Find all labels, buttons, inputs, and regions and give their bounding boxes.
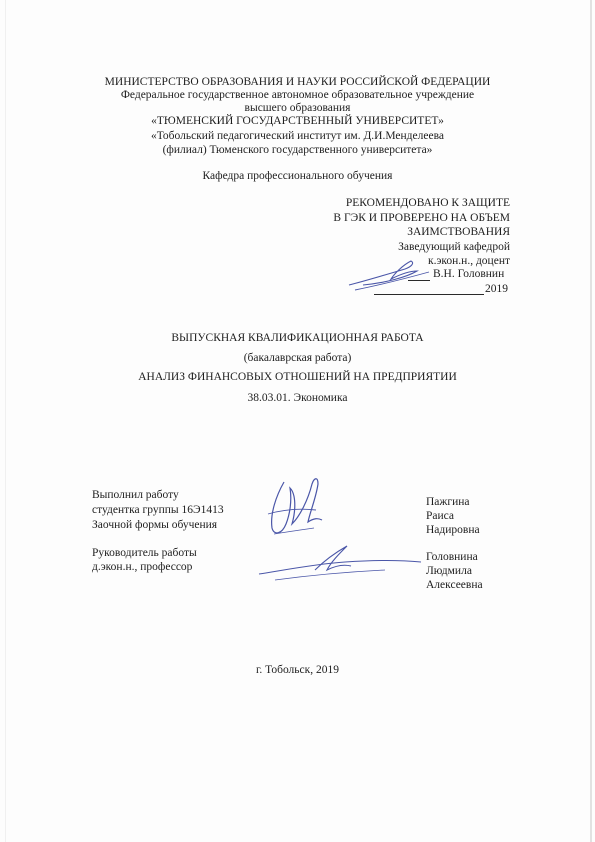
work-subtype: (бакалаврская работа) [243, 352, 352, 364]
work-type: ВЫПУСКНАЯ КВАЛИФИКАЦИОННАЯ РАБОТА [171, 332, 424, 344]
approval-head-of-department: Заведующий кафедрой [398, 241, 510, 253]
approval-line-1: РЕКОМЕНДОВАНО К ЗАЩИТЕ [345, 197, 510, 209]
specialty-code: 38.03.01. Экономика [247, 392, 348, 404]
supervisor-patronymic: Алексеевна [426, 579, 483, 591]
student-first-name: Раиса [426, 510, 455, 522]
student-surname: Пажгина [426, 496, 470, 508]
student-label-3: Заочной формы обучения [92, 519, 218, 531]
approval-year: 2019 [485, 283, 508, 295]
approval-signer: В.Н. Головнин [433, 268, 505, 280]
approval-line-3: ЗАИМСТВОВАНИЯ [407, 226, 510, 238]
thesis-topic: АНАЛИЗ ФИНАНСОВЫХ ОТНОШЕНИЙ НА ПРЕДПРИЯТИИ [138, 371, 457, 383]
department: Кафедра профессионального обучения [202, 170, 393, 182]
approval-line-2: В ГЭК И ПРОВЕРЕНО НА ОБЪЕМ [333, 212, 510, 224]
supervisor-label-2: д.экон.н., профессор [92, 561, 193, 573]
university-name: «ТЮМЕНСКИЙ ГОСУДАРСТВЕННЫЙ УНИВЕРСИТЕТ» [151, 115, 444, 127]
student-label-1: Выполнил работу [92, 489, 179, 501]
student-label-2: студентка группы 16Э1413 [92, 504, 224, 516]
place-and-year: г. Тобольск, 2019 [256, 664, 339, 676]
student-signature [262, 470, 332, 550]
institute-line-1: «Тобольский педагогический институт им. Д.И.Менделеева [151, 130, 444, 142]
supervisor-label-1: Руководитель работы [92, 547, 197, 559]
approval-degree: к.экон.н., доцент [428, 255, 510, 267]
org-line-2: высшего образования [244, 102, 351, 114]
ministry-heading: МИНИСТЕРСТВО ОБРАЗОВАНИЯ И НАУКИ РОССИЙСКОЙ ФЕДЕРАЦИИ [104, 76, 491, 88]
head-signature [345, 255, 435, 295]
supervisor-first-name: Людмила [426, 565, 472, 577]
supervisor-signature [255, 540, 425, 585]
institute-line-2: (филиал) Тюменского государственного университета» [162, 144, 433, 156]
supervisor-surname: Головнина [426, 551, 478, 563]
student-patronymic: Надировна [426, 524, 480, 536]
org-line-1: Федеральное государственное автономное образовательное учреждение [120, 89, 475, 101]
